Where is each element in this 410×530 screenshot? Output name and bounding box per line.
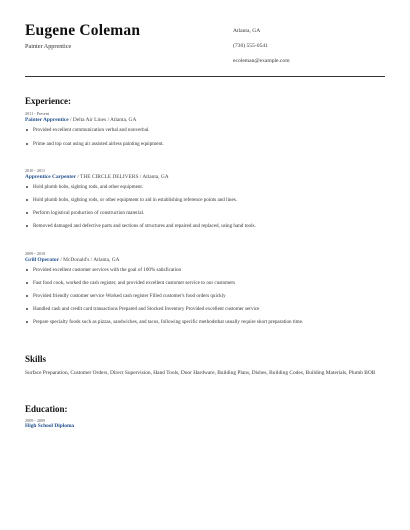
job-heading — [25, 256, 385, 264]
contact-email: ecoleman@example.com — [233, 58, 290, 64]
duty-item: Hold plumb bobs, sighting rods, or other equipment to aid in establishing reference points and lines. — [25, 197, 385, 203]
contact-location: Atlanta, GA — [233, 28, 261, 34]
duty-item: Provided excellent customer services with the goal of 100% satisfication — [25, 267, 385, 273]
duty-item: Perform logistical production of construction material. — [25, 210, 385, 216]
duty-item: Removed damaged and defective parts and sections of structures and repaired and replaced, using hand tools. — [25, 223, 385, 229]
job-heading — [25, 173, 385, 181]
job-position: Apprentice Carpenter — [25, 174, 76, 180]
experience-heading: Experience: — [25, 96, 71, 106]
candidate-title: Painter Apprentice — [25, 43, 72, 50]
skills-heading: Skills — [25, 354, 47, 364]
job-position: Painter Apprentice — [25, 117, 69, 123]
job-dates: 2011 - Present — [25, 111, 50, 116]
education-heading: Education: — [25, 404, 68, 414]
resume-header — [25, 22, 385, 78]
skills-section — [25, 354, 385, 377]
job-position: Grill Operator — [25, 257, 59, 263]
education-dates: 2009 - 2009 — [25, 418, 46, 423]
header-divider — [25, 76, 385, 77]
job-company: / Delta Air Lines / Atlanta, GA — [68, 117, 137, 123]
skills-list: Surface Preparation, Customer Orders, Direct Supervision, Hand Tools, Door Hardware, Building Plans, Dishes, Building Codes, Building Materials, Plumb BOB — [25, 370, 376, 376]
duty-item: Handled cash and credit card transactions Prepared and Stocked Inventory Provided excellent customer service — [25, 306, 385, 312]
job-heading — [25, 116, 385, 124]
job-dates: 2010 - 2011 — [25, 168, 46, 173]
job-entry — [25, 168, 385, 229]
job-duties — [25, 127, 385, 147]
experience-section — [25, 96, 385, 346]
duty-item: Prime and top coat using air assisted airless painting equipment. — [25, 141, 385, 147]
candidate-name: Eugene Coleman — [25, 22, 141, 39]
education-section — [25, 404, 385, 430]
duty-item: Hold plumb bobs, sighting rods, and other equipment. — [25, 184, 385, 190]
contact-info — [233, 27, 290, 72]
job-company: / McDonald's / Atlanta, GA — [58, 257, 120, 263]
education-degree: High School Diploma — [25, 423, 75, 429]
job-dates: 2009 - 2010 — [25, 251, 46, 256]
job-entry — [25, 251, 385, 325]
job-duties — [25, 184, 385, 229]
duty-item: Fast food cook, worked the cash register, and provided excellent customer service to our customers — [25, 280, 385, 286]
duty-item: Provided friendly customer service Worked cash register Filled customer's food orders quickly — [25, 293, 385, 299]
duty-item: Provided excellent communication verbal and nonverbal. — [25, 127, 385, 133]
job-duties — [25, 267, 385, 325]
job-company: / THE CIRCLE DELIVERS / Atlanta, GA — [75, 174, 169, 180]
contact-phone: (730) 555-0541 — [233, 43, 268, 49]
job-entry — [25, 111, 385, 147]
duty-item: Prepare specialty foods such as pizzas, sandwiches, and tacos, following specific methodsthat usually require short preparation time. — [25, 319, 385, 325]
